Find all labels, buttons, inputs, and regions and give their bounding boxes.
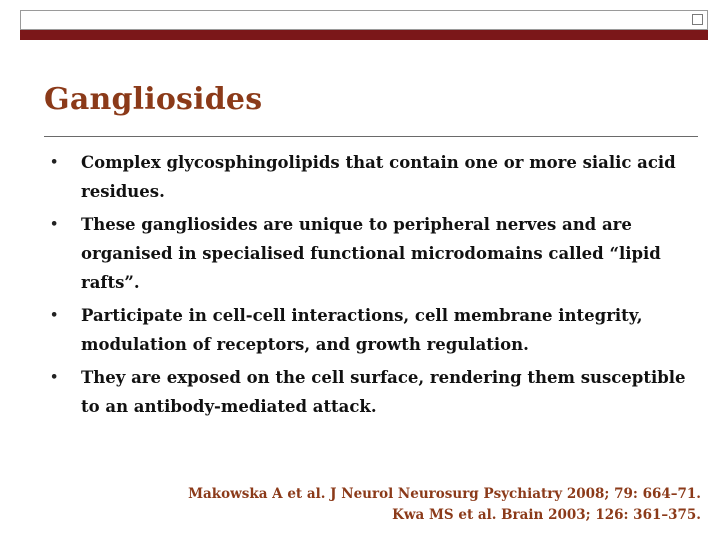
- references: [188, 484, 701, 526]
- bullet-item: [44, 148, 704, 206]
- bullet-text: Participate in cell-cell interactions, cell membrane integrity, modulation of receptors, and growth regulation.: [81, 306, 643, 354]
- bullet-dot-icon: •: [50, 370, 59, 385]
- bullet-list: [44, 148, 704, 425]
- bullet-text: They are exposed on the cell surface, rendering them susceptible to an antibody-mediated attack.: [81, 368, 686, 416]
- reference-line: Kwa MS et al. Brain 2003; 126: 361–375.: [392, 507, 701, 523]
- bullet-dot-icon: •: [50, 308, 59, 323]
- bullet-dot-icon: •: [50, 155, 59, 170]
- title-divider: [44, 136, 698, 137]
- bullet-item: [44, 210, 704, 297]
- bullet-text: Complex glycosphingolipids that contain one or more sialic acid residues.: [81, 153, 676, 201]
- slide-title: Gangliosides: [44, 82, 263, 117]
- bullet-item: [44, 363, 704, 421]
- corner-square-icon: [692, 14, 703, 25]
- header-band: [20, 10, 708, 30]
- bullet-text: These gangliosides are unique to peripheral nerves and are organised in specialised functional microdomains called “lipid rafts”.: [81, 215, 661, 292]
- bullet-item: [44, 301, 704, 359]
- bullet-dot-icon: •: [50, 217, 59, 232]
- reference-line: Makowska A et al. J Neurol Neurosurg Psychiatry 2008; 79: 664–71.: [188, 486, 701, 502]
- header-accent-bar: [20, 30, 708, 40]
